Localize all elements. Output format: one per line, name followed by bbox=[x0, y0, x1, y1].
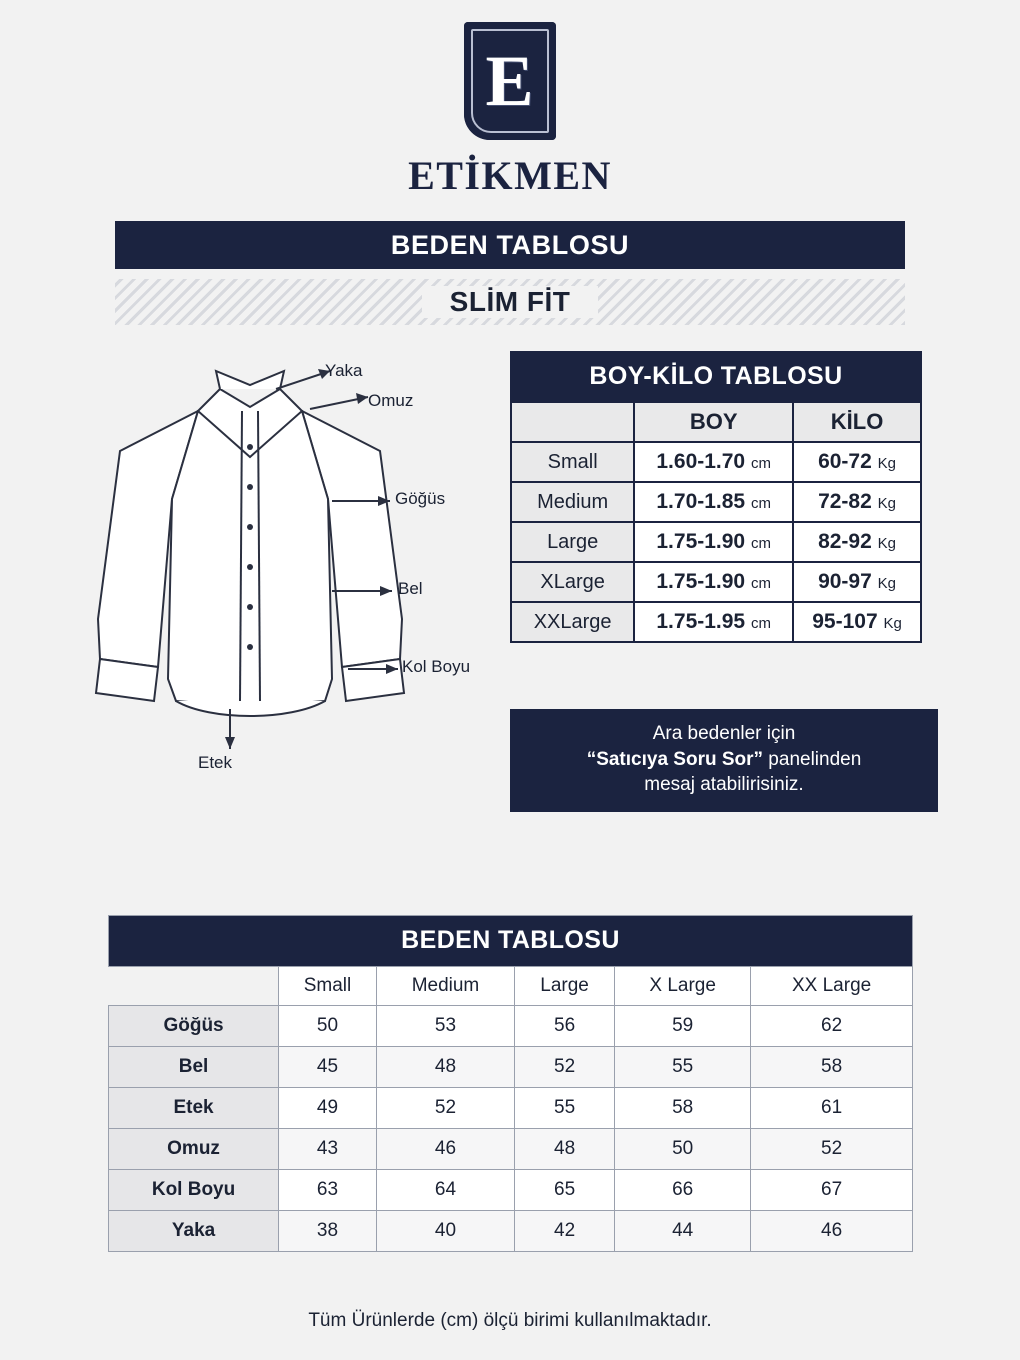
measurement-table-wrapper bbox=[108, 915, 913, 1252]
row-weight: 82-92 bbox=[818, 530, 872, 553]
label-collar: Yaka bbox=[325, 361, 363, 380]
cell-value: 42 bbox=[515, 1211, 615, 1252]
unit-kg: Kg bbox=[883, 615, 902, 632]
row-weight: 72-82 bbox=[818, 490, 872, 513]
cell-value: 46 bbox=[376, 1129, 514, 1170]
brand-name: ETİKMEN bbox=[408, 153, 612, 198]
table-row bbox=[109, 1047, 913, 1088]
table-row bbox=[511, 402, 921, 442]
row-size: Large bbox=[511, 522, 634, 562]
cell-value: 50 bbox=[279, 1006, 377, 1047]
row-label: Göğüs bbox=[109, 1006, 279, 1047]
cell-value: 55 bbox=[615, 1047, 751, 1088]
row-height: 1.60-1.70 bbox=[656, 450, 746, 473]
brand-header bbox=[0, 0, 1020, 199]
row-label: Omuz bbox=[109, 1129, 279, 1170]
table-row bbox=[511, 442, 921, 482]
row-weight: 95-107 bbox=[812, 610, 878, 633]
row-size: Medium bbox=[511, 482, 634, 522]
cell-value: 52 bbox=[515, 1047, 615, 1088]
unit-kg: Kg bbox=[877, 575, 896, 592]
page-title: BEDEN TABLOSU bbox=[115, 221, 905, 269]
note-line-1: Ara bedenler için bbox=[652, 723, 796, 744]
footer-note: Tüm Ürünlerde (cm) ölçü birimi kullanılmaktadır. bbox=[308, 1310, 712, 1331]
cell-value: 40 bbox=[376, 1211, 514, 1252]
column-header-height: BOY bbox=[634, 402, 793, 442]
brand-logo bbox=[464, 22, 556, 140]
table-row bbox=[109, 1088, 913, 1129]
logo-letter: E bbox=[485, 41, 535, 121]
label-chest: Göğüs bbox=[395, 489, 446, 508]
cell-value: 55 bbox=[515, 1088, 615, 1129]
column-header-size bbox=[511, 402, 634, 442]
table-row bbox=[109, 916, 913, 967]
row-size: Small bbox=[511, 442, 634, 482]
column-header-xlarge: X Large bbox=[615, 967, 751, 1006]
cell-value: 44 bbox=[615, 1211, 751, 1252]
table-row bbox=[511, 562, 921, 602]
row-height: 1.75-1.95 bbox=[656, 610, 746, 633]
cell-value: 61 bbox=[751, 1088, 913, 1129]
label-shoulder: Omuz bbox=[368, 391, 414, 410]
shirt-outline-icon bbox=[80, 349, 510, 829]
unit-cm: cm bbox=[750, 495, 771, 512]
measurement-table-title: BEDEN TABLOSU bbox=[109, 916, 913, 967]
column-header-small: Small bbox=[279, 967, 377, 1006]
row-label: Kol Boyu bbox=[109, 1170, 279, 1211]
info-note bbox=[510, 709, 938, 812]
cell-value: 48 bbox=[515, 1129, 615, 1170]
row-weight: 60-72 bbox=[818, 450, 872, 473]
table-row bbox=[511, 352, 921, 402]
unit-kg: Kg bbox=[877, 455, 896, 472]
table-row bbox=[511, 482, 921, 522]
table-row bbox=[511, 522, 921, 562]
cell-value: 67 bbox=[751, 1170, 913, 1211]
cell-value: 43 bbox=[279, 1129, 377, 1170]
cell-value: 46 bbox=[751, 1211, 913, 1252]
shield-logo-icon bbox=[464, 22, 556, 140]
cell-value: 58 bbox=[751, 1047, 913, 1088]
cell-value: 63 bbox=[279, 1170, 377, 1211]
unit-kg: Kg bbox=[877, 535, 896, 552]
row-size: XXLarge bbox=[511, 602, 634, 642]
cell-value: 65 bbox=[515, 1170, 615, 1211]
cell-value: 53 bbox=[376, 1006, 514, 1047]
height-weight-title: BOY-KİLO TABLOSU bbox=[511, 352, 921, 402]
unit-cm: cm bbox=[750, 455, 771, 472]
row-height: 1.75-1.90 bbox=[656, 530, 746, 553]
corner-cell bbox=[109, 967, 279, 1006]
table-row bbox=[109, 1170, 913, 1211]
cell-value: 45 bbox=[279, 1047, 377, 1088]
unit-cm: cm bbox=[750, 615, 771, 632]
middle-section bbox=[0, 339, 1020, 839]
table-row bbox=[109, 1129, 913, 1170]
height-weight-table bbox=[510, 351, 922, 643]
fit-title: SLİM FİT bbox=[422, 286, 599, 318]
cell-value: 66 bbox=[615, 1170, 751, 1211]
column-header-weight: KİLO bbox=[793, 402, 921, 442]
note-line-2-rest: panelinden bbox=[763, 748, 862, 770]
note-quote: “Satıcıya Soru Sor” bbox=[586, 748, 764, 770]
unit-kg: Kg bbox=[877, 495, 896, 512]
column-header-medium: Medium bbox=[376, 967, 514, 1006]
cell-value: 62 bbox=[751, 1006, 913, 1047]
shirt-diagram bbox=[80, 349, 510, 829]
row-height: 1.75-1.90 bbox=[656, 570, 746, 593]
cell-value: 50 bbox=[615, 1129, 751, 1170]
column-header-large: Large bbox=[515, 967, 615, 1006]
cell-value: 58 bbox=[615, 1088, 751, 1129]
row-weight: 90-97 bbox=[818, 570, 872, 593]
cell-value: 38 bbox=[279, 1211, 377, 1252]
cell-value: 56 bbox=[515, 1006, 615, 1047]
row-label: Etek bbox=[109, 1088, 279, 1129]
table-row bbox=[511, 602, 921, 642]
unit-cm: cm bbox=[750, 575, 771, 592]
row-size: XLarge bbox=[511, 562, 634, 602]
table-row bbox=[109, 967, 913, 1006]
measurement-table bbox=[108, 915, 913, 1252]
cell-value: 59 bbox=[615, 1006, 751, 1047]
cell-value: 64 bbox=[376, 1170, 514, 1211]
cell-value: 52 bbox=[376, 1088, 514, 1129]
table-row bbox=[109, 1211, 913, 1252]
cell-value: 49 bbox=[279, 1088, 377, 1129]
note-line-3: mesaj atabilirisiniz. bbox=[644, 774, 804, 796]
unit-cm: cm bbox=[750, 535, 771, 552]
label-waist: Bel bbox=[398, 579, 423, 598]
table-row bbox=[109, 1006, 913, 1047]
column-header-xxlarge: XX Large bbox=[751, 967, 913, 1006]
row-height: 1.70-1.85 bbox=[656, 490, 746, 513]
label-sleeve: Kol Boyu bbox=[402, 657, 471, 676]
row-label: Yaka bbox=[109, 1211, 279, 1252]
cell-value: 52 bbox=[751, 1129, 913, 1170]
fit-title-bar bbox=[115, 279, 905, 325]
cell-value: 48 bbox=[376, 1047, 514, 1088]
label-hem: Etek bbox=[198, 753, 233, 772]
row-label: Bel bbox=[109, 1047, 279, 1088]
